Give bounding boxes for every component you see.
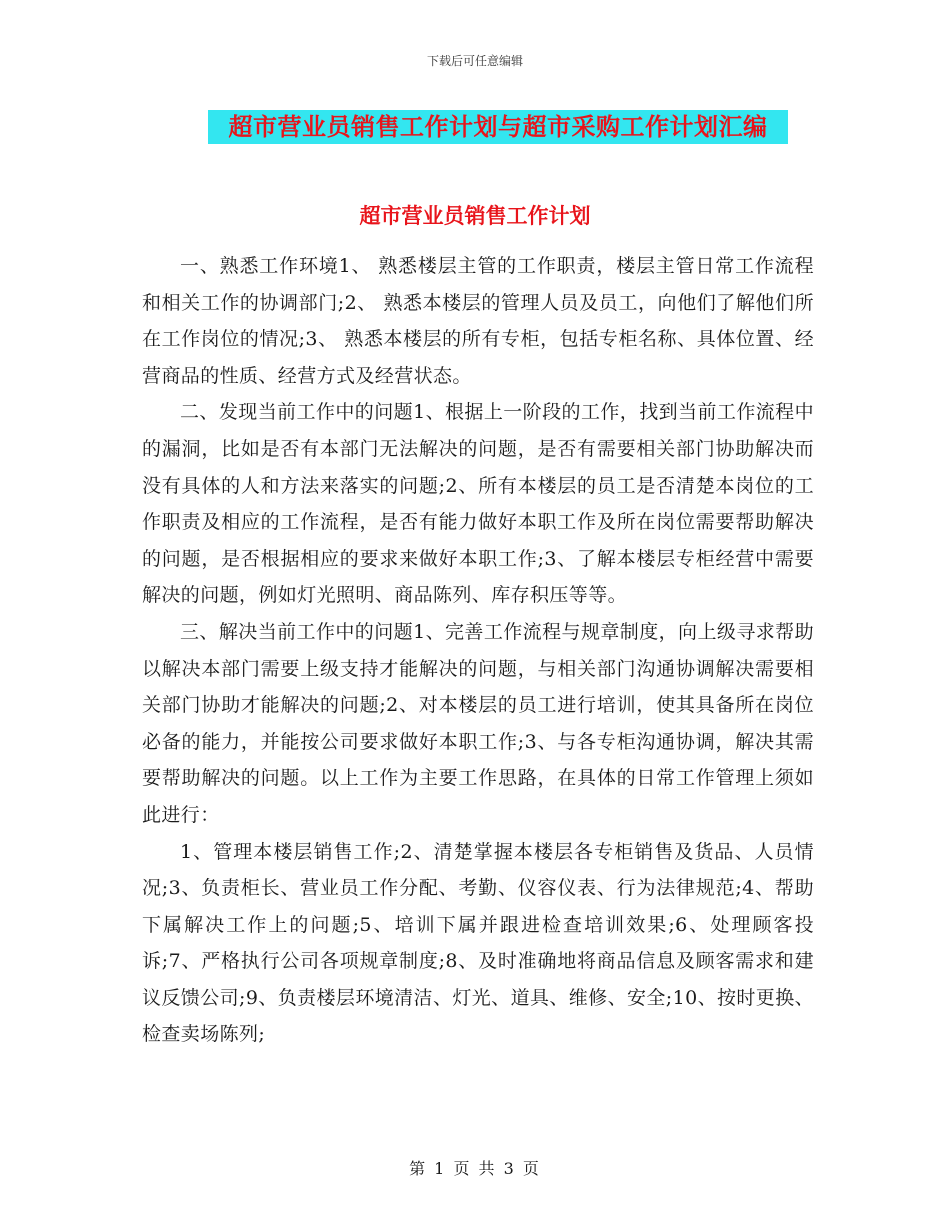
main-title: 超市营业员销售工作计划与超市采购工作计划汇编 (208, 110, 788, 144)
main-title-container (208, 110, 788, 144)
section-title: 超市营业员销售工作计划 (359, 204, 591, 228)
paragraph-3: 三、解决当前工作中的问题1、完善工作流程与规章制度，向上级寻求帮助以解决本部门需要上级支持才能解决的问题，与相关部门沟通协调解决需要相关部门协助才能解决的问题;2、对本楼层的员工进行培训，使其具备所在岗位必备的能力，并能按公司要求做好本职工作;3、与各专柜沟通协调，解决其需要帮助解决的问题。以上工作为主要工作思路，在具体的日常工作管理上须如此进行： (142, 620, 814, 826)
paragraph-2: 二、发现当前工作中的问题1、根据上一阶段的工作，找到当前工作流程中的漏洞，比如是否有本部门无法解决的问题，是否有需要相关部门协助解决而没有具体的人和方法来落实的问题;2、所有本楼层的员工是否清楚本岗位的工作职责及相应的工作流程，是否有能力做好本职工作及所在岗位需要帮助解决的问题，是否根据相应的要求来做好本职工作;3、了解本楼层专柜经营中需要解决的问题，例如灯光照明、商品陈列、库存积压等等。 (142, 401, 814, 607)
paragraph-4: 1、管理本楼层销售工作;2、清楚掌握本楼层各专柜销售及货品、人员情况;3、负责柜长、营业员工作分配、考勤、仪容仪表、行为法律规范;4、帮助下属解决工作上的问题;5、培训下属并跟进检查培训效果;6、处理顾客投诉;7、严格执行公司各项规章制度;8、及时准确地将商品信息及顾客需求和建议反馈公司;9、负责楼层环境清洁、灯光、道具、维修、安全;10、按时更换、检查卖场陈列; (142, 840, 814, 1046)
paragraph-1: 一、熟悉工作环境1、 熟悉楼层主管的工作职责，楼层主管日常工作流程和相关工作的协调部门;2、 熟悉本楼层的管理人员及员工，向他们了解他们所在工作岗位的情况;3、 熟悉本楼层的所有专柜，包括专柜名称、具体位置、经营商品的性质、经营方式及经营状态。 (142, 255, 814, 387)
page-footer: 第 1 页 共 3 页 (409, 1159, 541, 1178)
header-note: 下载后可任意编辑 (426, 54, 523, 68)
document-body (142, 248, 814, 1053)
